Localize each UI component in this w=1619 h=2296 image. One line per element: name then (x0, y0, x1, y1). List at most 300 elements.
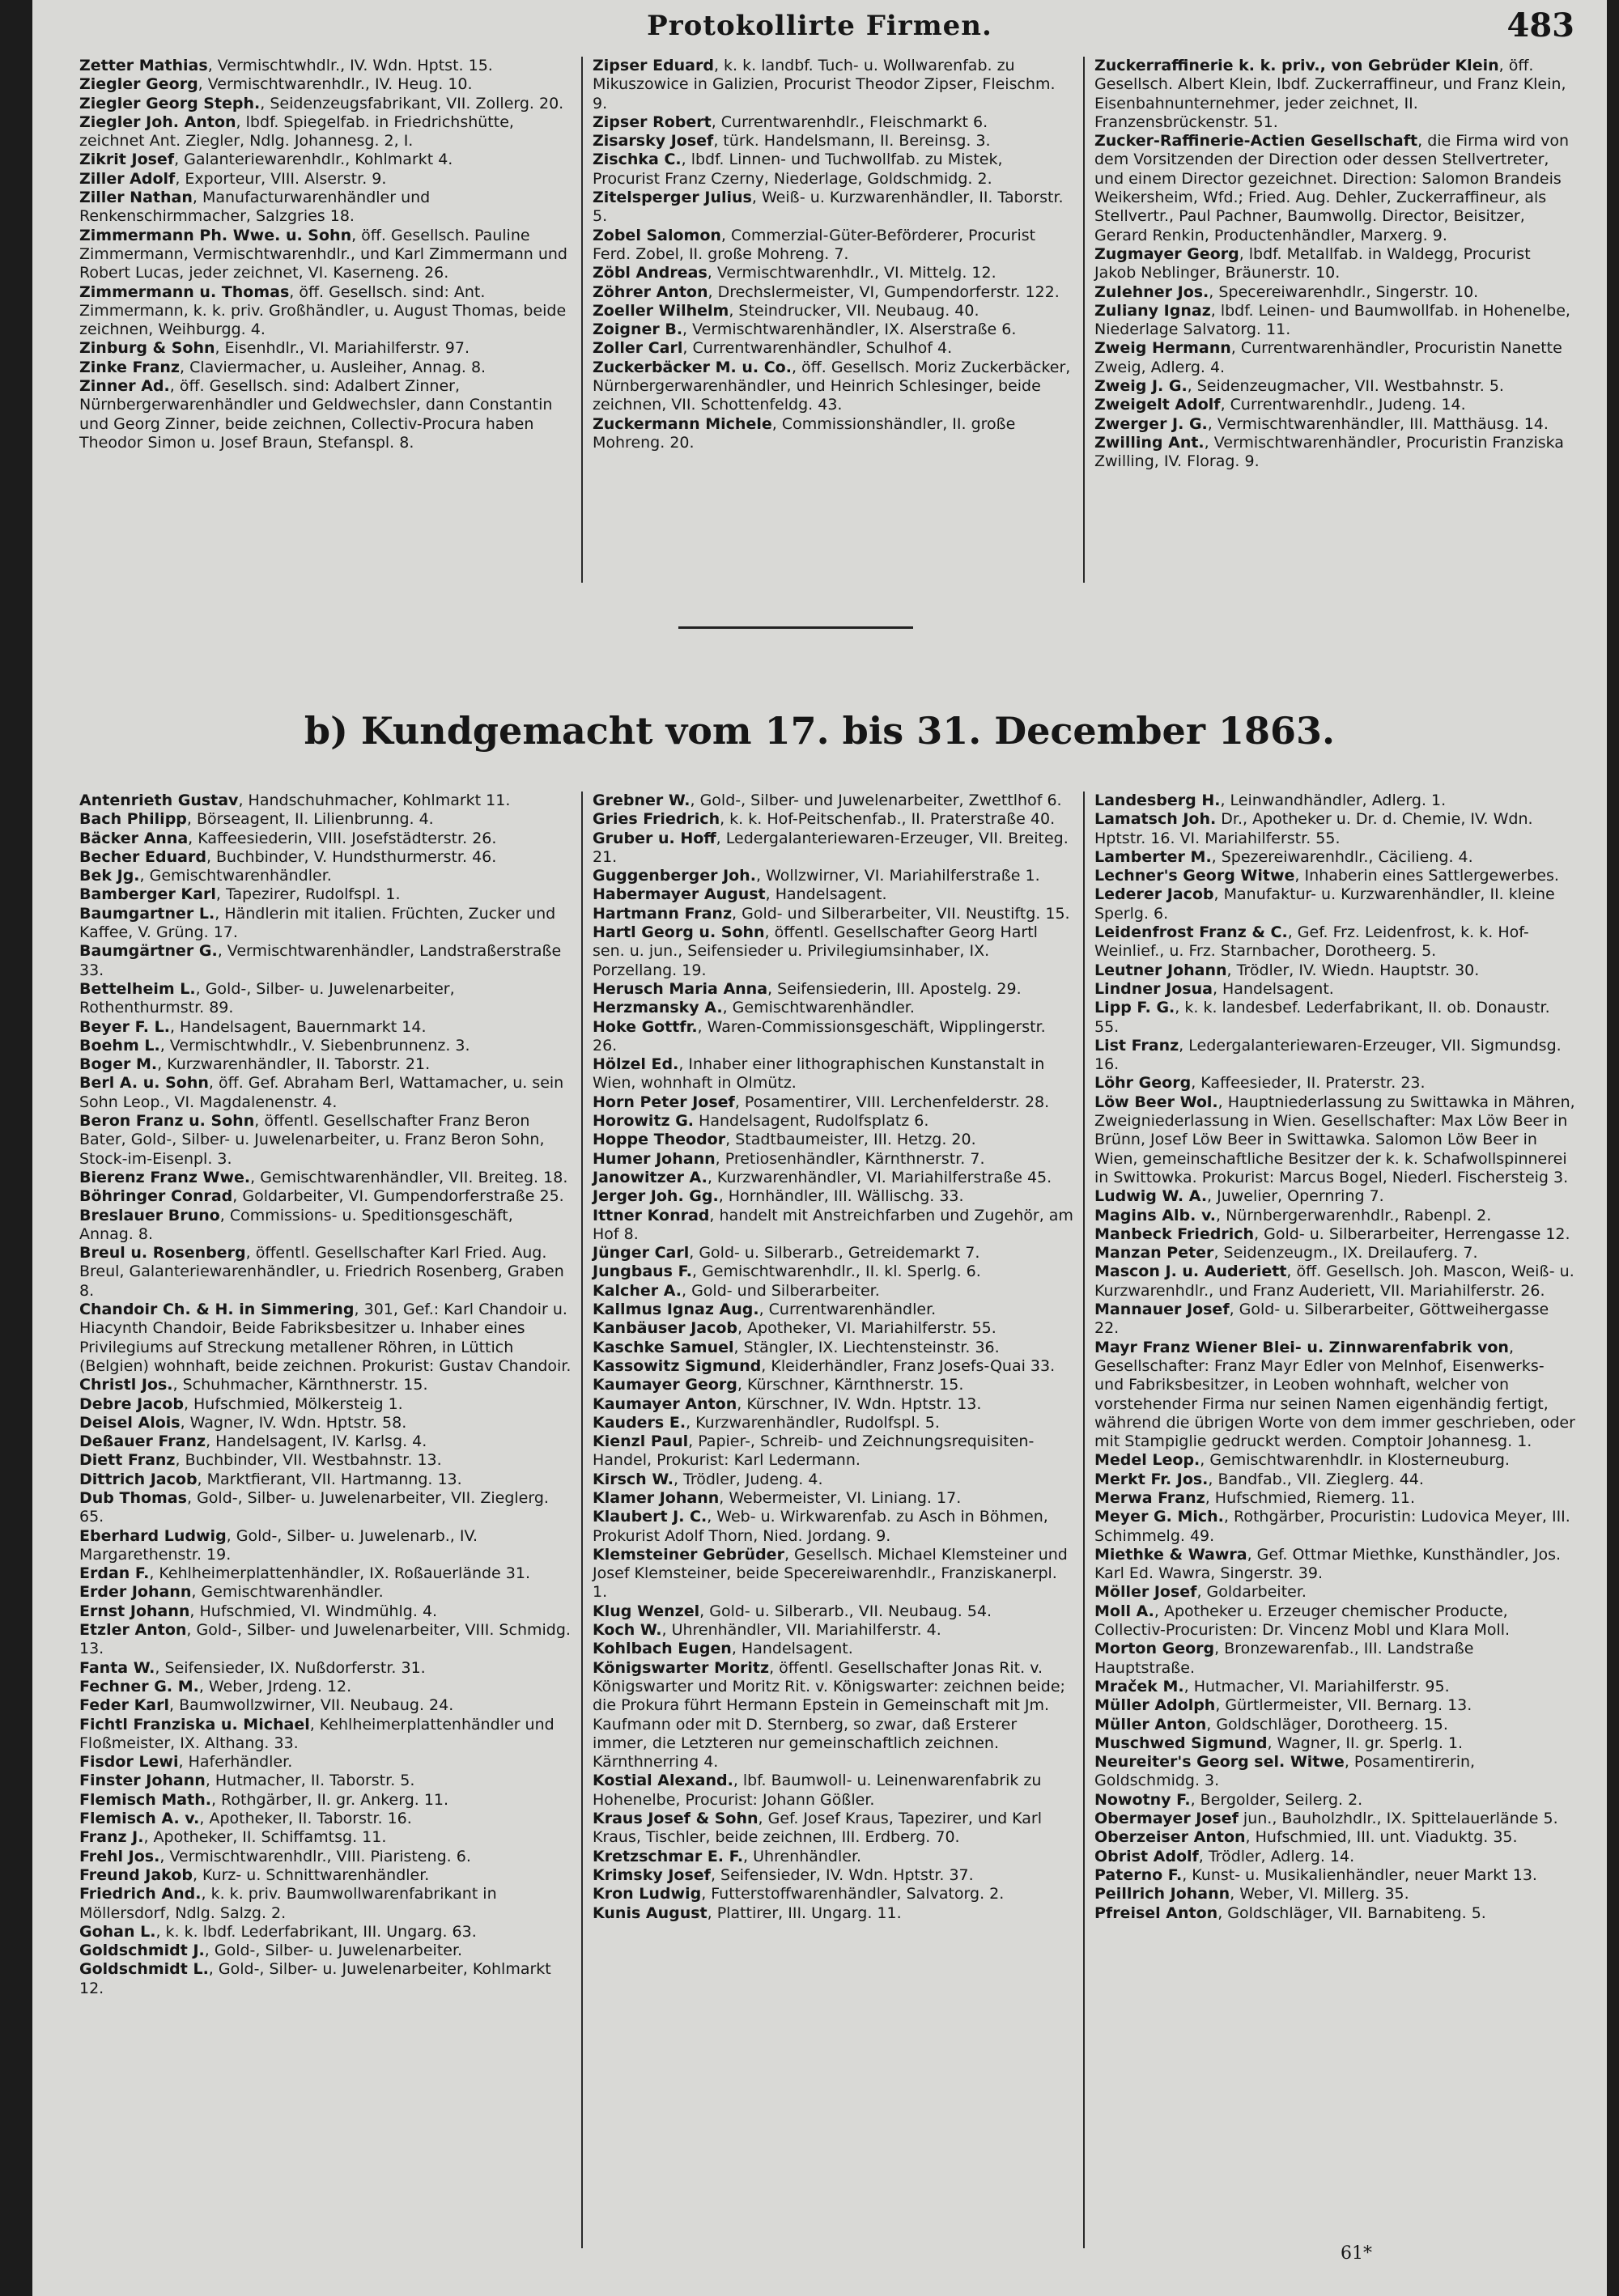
firm-name: Morton Georg (1094, 1640, 1215, 1658)
firm-details: , Seidenzeugm., IX. Dreilauferg. 7. (1213, 1244, 1478, 1263)
directory-entry (79, 905, 572, 943)
firm-details: , Manufaktur- u. Kurzwarenhändler, II. kleine Sperlg. 6. (1094, 885, 1555, 923)
firm-details: , Hufschmied, VI. Windmühlg. 4. (189, 1602, 438, 1620)
directory-entry (593, 885, 1073, 904)
firm-details: , Papier-, Schreib- und Zeichnungsrequisiten-Handel, Prokurist: Karl Ledermann. (593, 1432, 1035, 1470)
firm-details: , öffentl. Gesellschafter Georg Hartl sen. u. jun., Seifensieder u. Privilegiumsinhaber, IX. Porzellang. 19. (593, 923, 1038, 979)
firm-details: , Plattirer, III. Ungarg. 11. (707, 1903, 902, 1922)
directory-entry (1094, 57, 1575, 132)
firm-details: , Handelsagent, Bauernmarkt 14. (169, 1017, 427, 1036)
directory-entry (593, 1244, 1073, 1263)
firm-details: , Goldschläger, Dorotheerg. 15. (1206, 1715, 1448, 1734)
firm-name: Klaubert J. C. (593, 1508, 708, 1526)
directory-entry (593, 1339, 1073, 1357)
directory-entry (593, 923, 1073, 980)
directory-entry (79, 1753, 572, 1772)
firm-details: , Ledergalanteriewaren-Erzeuger, VII. Sigmundsg. 16. (1094, 1036, 1562, 1074)
firm-details: , Futterstoffwarenhändler, Salvatorg. 2. (701, 1885, 1005, 1903)
firm-name: Meyer G. Mich. (1094, 1508, 1224, 1526)
directory-entry (79, 1942, 572, 1960)
firm-name: Jungbaus F. (593, 1263, 692, 1281)
firm-details: jun., Bauholzhdlr., IX. Spittelauerlände 5. (1238, 1810, 1558, 1828)
directory-entry (79, 1602, 572, 1621)
firm-details: , Rothgärber, Procuristin: Ludovica Meyer, III. Schimmelg. 49. (1094, 1508, 1570, 1545)
firm-details: , Gemischtwarenhändler. (191, 1583, 384, 1602)
directory-entry (79, 1432, 572, 1451)
firm-name: Zoigner B. (593, 320, 683, 339)
firm-details: , k. k. lbdf. Lederfabrikant, III. Ungarg. 63. (155, 1922, 477, 1941)
firm-details: , Kaffeesiederin, VIII. Josefstädterstr. 26. (188, 829, 497, 847)
firm-details: , Handelsagent, IV. Karlsg. 4. (206, 1432, 427, 1451)
firm-details: Handelsagent, Rudolfsplatz 6. (694, 1112, 929, 1131)
firm-details: , öffentl. Gesellschafter Jonas Rit. v. Königswarter und Moritz Rit. v. Königswarter: zeichnen beide; die Prokura führt Hermann Epstein in Gemeinschaft mit Jm. Kaufmann oder mit D. Sternberg, so zwar, daß Ersterer immer, die Letzteren nur gemeinschaftlich zeichnen. Kärnthnerring 4. (593, 1658, 1065, 1772)
directory-entry (1094, 923, 1575, 961)
firm-name: Zimmermann u. Thomas (79, 282, 290, 301)
firm-name: Bamberger Karl (79, 885, 216, 904)
directory-entry (1094, 1734, 1575, 1753)
directory-entry (593, 339, 1073, 358)
firm-name: Finster Johann (79, 1772, 206, 1790)
directory-entry (593, 1376, 1073, 1394)
directory-entry (79, 1489, 572, 1527)
firm-details: , Gemischtwarenhändler, VII. Breiteg. 18. (250, 1168, 568, 1186)
firm-details: , lbdf. Linnen- und Tuchwollfab. zu Mistek, Procurist Franz Czerny, Niederlage, Goldschmidg. 2. (593, 151, 1003, 188)
firm-details: , Seifensieder, IV. Wdn. Hptstr. 37. (710, 1865, 974, 1884)
firm-name: Bierenz Franz Wwe. (79, 1168, 251, 1186)
directory-entry (1094, 1904, 1575, 1923)
directory-entry (593, 867, 1073, 885)
firm-name: Löw Beer Wol. (1094, 1093, 1218, 1111)
firm-details: , lbdf. Leinen- und Baumwollfab. in Hohenelbe, Niederlage Salvatorg. 11. (1094, 301, 1570, 339)
firm-details: , Marktfierant, VII. Hartmanng. 13. (197, 1470, 462, 1488)
firm-name: Boger M. (79, 1055, 158, 1074)
directory-entry (79, 1678, 572, 1696)
directory-entry (79, 1772, 572, 1790)
firm-name: Zulehner Jos. (1094, 282, 1209, 301)
firm-name: Moll A. (1094, 1602, 1154, 1620)
firm-details: , Tapezirer, Rudolfspl. 1. (215, 885, 401, 904)
firm-name: Kaumayer Georg (593, 1376, 737, 1394)
directory-entry (1094, 396, 1575, 414)
directory-entry (79, 1791, 572, 1810)
firm-details: , Schuhmacher, Kärnthnerstr. 15. (172, 1376, 428, 1394)
firm-details: , Gemischtwarenhändler. (139, 867, 332, 885)
directory-entry (79, 1923, 572, 1942)
firm-details: , Bandfab., VII. Zieglerg. 44. (1208, 1470, 1424, 1488)
firm-name: Fechner G. M. (79, 1677, 199, 1695)
directory-entry (593, 132, 1073, 151)
firm-details: , öffentl. Gesellschafter Franz Beron Bater, Gold-, Silber- u. Juwelenarbeiter, u. Franz Beron Sohn, Stock-im-Eisenpl. 3. (79, 1112, 545, 1168)
directory-entry (593, 1432, 1073, 1471)
directory-entry (593, 57, 1073, 113)
firm-details: , Gold-, Silber- u. Juwelenarb., IV. Margarethenstr. 19. (79, 1526, 478, 1564)
firm-name: Horowitz G. (593, 1112, 695, 1131)
firm-name: Böhringer Conrad (79, 1187, 233, 1206)
firm-details: , Gemischtwarenhändler. (722, 999, 915, 1017)
firm-name: Ziller Nathan (79, 189, 193, 207)
firm-name: Goldschmidt J. (79, 1942, 205, 1960)
directory-entry (1094, 1037, 1575, 1075)
firm-name: Zinke Franz (79, 358, 180, 376)
directory-entry (1094, 1885, 1575, 1903)
directory-entry (593, 980, 1073, 999)
directory-entry (1094, 132, 1575, 245)
directory-entry (593, 1904, 1073, 1923)
firm-details: , Handelsagent. (1212, 979, 1334, 998)
firm-details: , Hauptniederlassung zu Swittawka in Mähren, Zweigniederlassung in Wien. Gesellschafter: Max Löw Beer in Brünn, Josef Löw Beer in Swittawka. Salomon Löw Beer in Wien, gemeinschaftliche Besitzer der k. k. Schafwollspinnerei in Swittowka. Prokurist: Marcus Bogel, Niederl. Fischersteig 3. (1094, 1093, 1575, 1186)
firm-name: Bäcker Anna (79, 829, 189, 847)
firm-details: , Posamentirer, VIII. Lerchenfelderstr. 28. (734, 1093, 1050, 1111)
directory-entry (79, 1395, 572, 1414)
firm-details: , Gemischtwarenhdlr., II. kl. Sperlg. 6. (692, 1263, 981, 1281)
firm-name: Antenrieth Gustav (79, 792, 239, 809)
firm-details: , Gold- u. Silberarbeiter, Herrengasse 12. (1254, 1224, 1570, 1243)
firm-name: Kalcher A. (593, 1281, 682, 1300)
firm-details: , Posamentirerin, Goldschmidg. 3. (1094, 1753, 1476, 1790)
firm-name: Beyer F. L. (79, 1017, 170, 1036)
firm-name: Kostial Alexand. (593, 1772, 733, 1790)
firm-name: Freund Jakob (79, 1865, 193, 1884)
directory-entry (1094, 1187, 1575, 1206)
firm-name: Mayr Franz Wiener Blei- u. Zinnwarenfabrik von (1094, 1338, 1509, 1356)
firm-details: , öff. Gef. Abraham Berl, Wattamacher, u. sein Sohn Leop., VI. Magdalenenstr. 4. (79, 1074, 564, 1111)
document-page (32, 0, 1607, 2296)
firm-details: , Uhrenhändler, VII. Mariahilferstr. 4. (661, 1621, 941, 1640)
directory-entry (79, 885, 572, 904)
firm-name: Goldschmidt L. (79, 1960, 209, 1979)
firm-details: , Kürschner, IV. Wdn. Hptstr. 13. (737, 1394, 982, 1413)
firm-details: , Weber, Jrdeng. 12. (198, 1677, 352, 1695)
firm-name: Zisarsky Josef (593, 132, 714, 151)
firm-name: Hölzel Ed. (593, 1055, 679, 1074)
directory-entry (1094, 1471, 1575, 1489)
directory-entry (593, 1301, 1073, 1319)
directory-entry (79, 1716, 572, 1754)
directory-entry (593, 830, 1073, 868)
firm-name: Kraus Josef & Sohn (593, 1810, 759, 1828)
directory-entry (593, 1319, 1073, 1338)
firm-name: Breul u. Rosenberg (79, 1244, 246, 1263)
firm-details: , Goldarbeiter, VI. Gumpendorferstraße 25. (232, 1187, 564, 1206)
directory-entry (79, 1074, 572, 1112)
firm-details: , Trödler, Adlerg. 14. (1198, 1847, 1355, 1865)
directory-entry (79, 170, 572, 189)
firm-details: , k. k. landbf. Tuch- u. Wollwarenfab. zu Mikuszowice in Galizien, Procurist Theodor Zipser, Fleischm. 9. (593, 57, 1056, 112)
firm-name: Horn Peter Josef (593, 1093, 735, 1111)
firm-name: Lechner's Georg Witwe (1094, 867, 1295, 885)
firm-name: Boehm L. (79, 1036, 160, 1055)
directory-entry (79, 1414, 572, 1432)
running-title: Protokollirte Firmen. (647, 10, 992, 42)
directory-entry (1094, 999, 1575, 1037)
firm-details: , Kleiderhändler, Franz Josefs-Quai 33. (761, 1356, 1056, 1375)
firm-details: , Rothgärber, II. gr. Ankerg. 11. (210, 1790, 449, 1809)
firm-name: Kretzschmar E. F. (593, 1847, 744, 1865)
firm-name: Zöhrer Anton (593, 282, 708, 301)
firm-name: Müller Anton (1094, 1715, 1207, 1734)
firm-name: Gohan L. (79, 1922, 156, 1941)
directory-entry (593, 1602, 1073, 1621)
bottom-column-1 (79, 792, 581, 2248)
firm-name: Hoppe Theodor (593, 1131, 726, 1149)
directory-entry (593, 1207, 1073, 1245)
firm-name: Fichtl Franziska u. Michael (79, 1715, 310, 1734)
firm-details: , Weber, VI. Millerg. 35. (1230, 1885, 1409, 1903)
firm-details: , Stängler, IX. Liechtensteinstr. 36. (733, 1338, 1000, 1356)
firm-name: Ludwig W. A. (1094, 1187, 1208, 1206)
bottom-column-3 (1083, 792, 1585, 2248)
directory-entry (593, 1848, 1073, 1866)
top-directory-section (79, 57, 1585, 583)
section-heading: b) Kundgemacht vom 17. bis 31. December 1863. (304, 709, 1336, 753)
firm-name: Grebner W. (593, 792, 691, 809)
firm-details: , Trödler, IV. Wiedn. Hauptstr. 30. (1226, 961, 1480, 979)
directory-entry (1094, 1678, 1575, 1696)
firm-details: , Currentwarenhdlr., Judeng. 14. (1220, 396, 1466, 414)
firm-details: , Gold-, Silber- und Juwelenarbeiter, Zwettlhof 6. (690, 792, 1062, 809)
firm-name: Dittrich Jacob (79, 1470, 198, 1488)
firm-name: Manzan Peter (1094, 1244, 1214, 1263)
directory-entry (79, 1112, 572, 1169)
directory-entry (79, 942, 572, 980)
firm-name: List Franz (1094, 1036, 1179, 1055)
directory-entry (593, 905, 1073, 923)
firm-details: , Gold- und Silberarbeiter, VII. Neustiftg. 15. (732, 904, 1070, 923)
directory-entry (79, 1659, 572, 1678)
directory-entry (1094, 1093, 1575, 1187)
firm-name: Oberzeiser Anton (1094, 1828, 1246, 1847)
firm-details: , Vermischtwhdlr., V. Siebenbrunnenz. 3. (159, 1036, 470, 1055)
firm-name: Etzler Anton (79, 1621, 187, 1640)
firm-name: Merwa Franz (1094, 1488, 1205, 1507)
directory-entry (593, 1357, 1073, 1376)
directory-entry (593, 283, 1073, 302)
firm-name: Dub Thomas (79, 1488, 187, 1507)
firm-details: , Trödler, Judeng. 4. (673, 1470, 823, 1488)
directory-entry (1094, 1602, 1575, 1640)
firm-name: Franz J. (79, 1828, 144, 1847)
directory-entry (79, 867, 572, 885)
firm-name: Kallmus Ignaz Aug. (593, 1301, 759, 1319)
directory-entry (593, 1414, 1073, 1432)
firm-details: , Kurz- u. Schnittwarenhändler. (192, 1865, 430, 1884)
firm-name: Kienzl Paul (593, 1432, 689, 1451)
firm-details: , 301, Gef.: Karl Chandoir u. Hiacynth Chandoir, Beide Fabriksbesitzer u. Inhaber eines Privilegiums auf Streckung metallener Röhren, in Lüttich (Belgien) wohnhaft, beide zeichnen. Prokurist: Gustav Chandoir. (79, 1301, 572, 1375)
firm-details: , Apotheker, II. Schiffamtsg. 11. (143, 1828, 387, 1847)
firm-details: , lbdf. Spiegelfab. in Friedrichshütte, zeichnet Ant. Ziegler, Ndlg. Johannesg. 2, I. (79, 112, 514, 151)
firm-details: , Gold-, Silber- u. Juwelenarbeiter, Kohlmarkt 12. (79, 1960, 551, 1997)
firm-details: , Hufschmied, Mölkersteig 1. (183, 1394, 403, 1413)
directory-entry (79, 1960, 572, 1998)
directory-entry (1094, 810, 1575, 848)
firm-name: Zipser Eduard (593, 57, 714, 74)
firm-name: Magins Alb. v. (1094, 1206, 1216, 1224)
firm-details: , Börseagent, II. Lilienbrunng. 4. (186, 810, 434, 829)
directory-entry (79, 1055, 572, 1074)
firm-details: , Gold- u. Silberarb., Getreidemarkt 7. (689, 1244, 980, 1263)
firm-details: , Baumwollzwirner, VII. Neubaug. 24. (169, 1696, 454, 1715)
firm-details: , k. k. priv. Baumwollwarenfabrikant in Möllersdorf, Ndlg. Salzg. 2. (79, 1885, 497, 1922)
firm-name: Zucker-Raffinerie-Actien Gesellschaft (1094, 132, 1418, 151)
firm-details: , Vermischtwarenhändler, III. Matthäusg. 14. (1207, 414, 1549, 433)
firm-name: Zwerger J. G. (1094, 414, 1208, 433)
directory-entry (1094, 1074, 1575, 1093)
directory-entry (1094, 1716, 1575, 1734)
firm-name: Kauders E. (593, 1413, 686, 1432)
directory-entry (593, 1508, 1073, 1546)
firm-name: Kirsch W. (593, 1470, 674, 1488)
firm-details: , Exporteur, VIII. Alserstr. 9. (175, 169, 387, 188)
firm-name: Jünger Carl (593, 1244, 690, 1263)
directory-entry (79, 95, 572, 113)
firm-name: Gries Friedrich (593, 810, 720, 829)
directory-entry (1094, 1810, 1575, 1828)
firm-details: , Kürschner, Kärnthnerstr. 15. (737, 1376, 964, 1394)
firm-name: Zischka C. (593, 151, 682, 169)
directory-entry (79, 1244, 572, 1301)
directory-entry (79, 1301, 572, 1376)
firm-details: , Gef. Josef Kraus, Tapezirer, und Karl Kraus, Tischler, beide zeichnen, III. Erdberg. 70. (593, 1810, 1043, 1847)
firm-details: , Ledergalanteriewaren-Erzeuger, VII. Breiteg. 21. (593, 829, 1069, 866)
firm-details: , Gemischtwarenhdlr. in Klosterneuburg. (1200, 1451, 1510, 1470)
directory-entry (593, 1810, 1073, 1848)
firm-name: Gruber u. Hoff (593, 829, 716, 847)
firm-details: , Webermeister, VI. Liniang. 17. (719, 1488, 962, 1507)
directory-entry (79, 1187, 572, 1206)
firm-details: , Manufacturwarenhändler und Renkenschirmmacher, Salzgries 18. (79, 189, 431, 226)
firm-name: Deßauer Franz (79, 1432, 206, 1451)
directory-entry (593, 1282, 1073, 1301)
firm-name: Zuckerraffinerie k. k. priv., von Gebrüder Klein (1094, 57, 1499, 74)
page-number: 483 (1506, 6, 1574, 45)
firm-details: , Gold- u. Silberarb., VII. Neubaug. 54. (699, 1602, 992, 1620)
firm-details: , öff. Gesellsch. Pauline Zimmermann, Vermischtwarenhdlr., und Karl Zimmermann und Robert Lucas, jeder zeichnet, VI. Kaserneng. 26. (79, 226, 567, 282)
directory-entry (79, 1828, 572, 1847)
firm-name: Bach Philipp (79, 810, 187, 829)
firm-name: Zuliany Ignaz (1094, 301, 1211, 320)
firm-name: Hartmann Franz (593, 904, 733, 923)
firm-name: Leutner Johann (1094, 961, 1227, 979)
firm-name: Mraček M. (1094, 1677, 1184, 1695)
directory-entry (79, 1885, 572, 1923)
firm-name: Lipp F. G. (1094, 999, 1175, 1017)
firm-details: , Currentwarenhändler. (759, 1301, 937, 1319)
directory-entry (1094, 1225, 1575, 1244)
directory-entry (593, 113, 1073, 132)
directory-entry (1094, 1696, 1575, 1715)
directory-entry (79, 792, 572, 810)
firm-name: Muschwed Sigmund (1094, 1734, 1268, 1752)
directory-entry (79, 980, 572, 1018)
firm-details: , Gürtlermeister, VII. Bernarg. 13. (1215, 1696, 1472, 1715)
directory-entry (1094, 1207, 1575, 1225)
firm-details: , Spezereiwarenhdlr., Cäcilieng. 4. (1211, 847, 1473, 866)
firm-details: , Vermischtwarenhändler, IX. Alserstraße 6. (682, 320, 1017, 339)
firm-name: Breslauer Bruno (79, 1206, 220, 1224)
firm-name: Baumgärtner G. (79, 942, 218, 961)
firm-name: Erder Johann (79, 1583, 192, 1602)
firm-details: , Drechslermeister, VI, Gumpendorferstr. 122. (708, 282, 1060, 301)
directory-entry (79, 113, 572, 151)
firm-details: , Apotheker u. Erzeuger chemischer Producte, Collectiv-Procuristen: Dr. Vincenz Mobl und Klara Moll. (1094, 1602, 1511, 1640)
firm-name: Flemisch A. v. (79, 1810, 200, 1828)
firm-name: Zipser Robert (593, 112, 712, 131)
directory-entry (1094, 1339, 1575, 1452)
firm-details: , Wagner, II. gr. Sperlg. 1. (1267, 1734, 1464, 1752)
firm-name: Habermayer August (593, 885, 766, 904)
directory-entry (1094, 377, 1575, 396)
top-column-2 (581, 57, 1083, 583)
firm-name: Zetter Mathias (79, 57, 208, 74)
firm-name: Ziegler Joh. Anton (79, 112, 236, 131)
directory-entry (1094, 434, 1575, 472)
directory-entry (79, 1376, 572, 1394)
directory-entry (79, 1169, 572, 1187)
directory-entry (593, 1187, 1073, 1206)
firm-name: Christl Jos. (79, 1376, 173, 1394)
firm-name: Königswarter Moritz (593, 1658, 770, 1677)
directory-entry (1094, 885, 1575, 923)
directory-entry (1094, 1508, 1575, 1546)
directory-entry (79, 1621, 572, 1659)
directory-entry (1094, 848, 1575, 867)
firm-name: Zoller Carl (593, 339, 683, 358)
firm-name: Merkt Fr. Jos. (1094, 1470, 1209, 1488)
firm-details: , Hutmacher, II. Taborstr. 5. (205, 1772, 415, 1790)
firm-details: , Gesellsch. Michael Klemsteiner und Josef Klemsteiner, beide Specereiwarenhdlr., Franziskanerpl. 1. (593, 1545, 1068, 1602)
firm-details: , Galanteriewarenhdlr., Kohlmarkt 4. (174, 151, 453, 169)
directory-entry (593, 810, 1073, 829)
firm-details: , Inhaberin eines Sattlergewerbes. (1294, 867, 1559, 885)
firm-details: , Goldschläger, VII. Barnabiteng. 5. (1217, 1903, 1486, 1922)
directory-entry (1094, 1546, 1575, 1584)
firm-name: Löhr Georg (1094, 1074, 1192, 1093)
firm-details: , Haferhändler. (178, 1753, 293, 1772)
firm-details: , Vermischtwarenhdlr., VI. Mittelg. 12. (707, 264, 996, 282)
firm-name: Zweigelt Adolf (1094, 396, 1221, 414)
firm-name: Herzmansky A. (593, 999, 723, 1017)
firm-details: , Specereiwarenhdlr., Singerstr. 10. (1209, 282, 1479, 301)
firm-details: , Kurzwarenhändler, Rudolfspl. 5. (686, 1413, 940, 1432)
firm-name: Zweig Hermann (1094, 339, 1231, 358)
directory-entry (79, 1451, 572, 1470)
top-column-3 (1083, 57, 1585, 583)
directory-entry (593, 1489, 1073, 1508)
directory-entry (1094, 1866, 1575, 1885)
directory-entry (79, 359, 572, 377)
firm-name: Baumgartner L. (79, 904, 215, 923)
firm-name: Erdan F. (79, 1564, 150, 1583)
top-column-1 (79, 57, 581, 583)
firm-details: , Pretiosenhändler, Kärnthnerstr. 7. (715, 1149, 985, 1168)
directory-entry (1094, 1583, 1575, 1602)
firm-name: Friedrich And. (79, 1885, 202, 1903)
directory-entry (79, 1037, 572, 1055)
firm-name: Zinner Ad. (79, 377, 170, 396)
directory-entry (79, 283, 572, 340)
firm-name: Hoke Gottfr. (593, 1017, 698, 1036)
firm-name: Koch W. (593, 1621, 662, 1640)
firm-name: Kanbäuser Jacob (593, 1319, 738, 1338)
directory-entry (1094, 283, 1575, 302)
firm-name: Zweig J. G. (1094, 377, 1188, 396)
firm-name: Chandoir Ch. & H. in Simmering (79, 1301, 355, 1319)
firm-name: Ziller Adolf (79, 169, 176, 188)
firm-details: , Currentwarenhändler, Schulhof 4. (682, 339, 953, 358)
directory-entry (593, 1621, 1073, 1640)
firm-details: , Gef. Frz. Leidenfrost, k. k. Hof-Weinlief., u. Frz. Starnbacher, Dorotheerg. 5. (1094, 923, 1529, 961)
firm-name: Pfreisel Anton (1094, 1903, 1218, 1922)
